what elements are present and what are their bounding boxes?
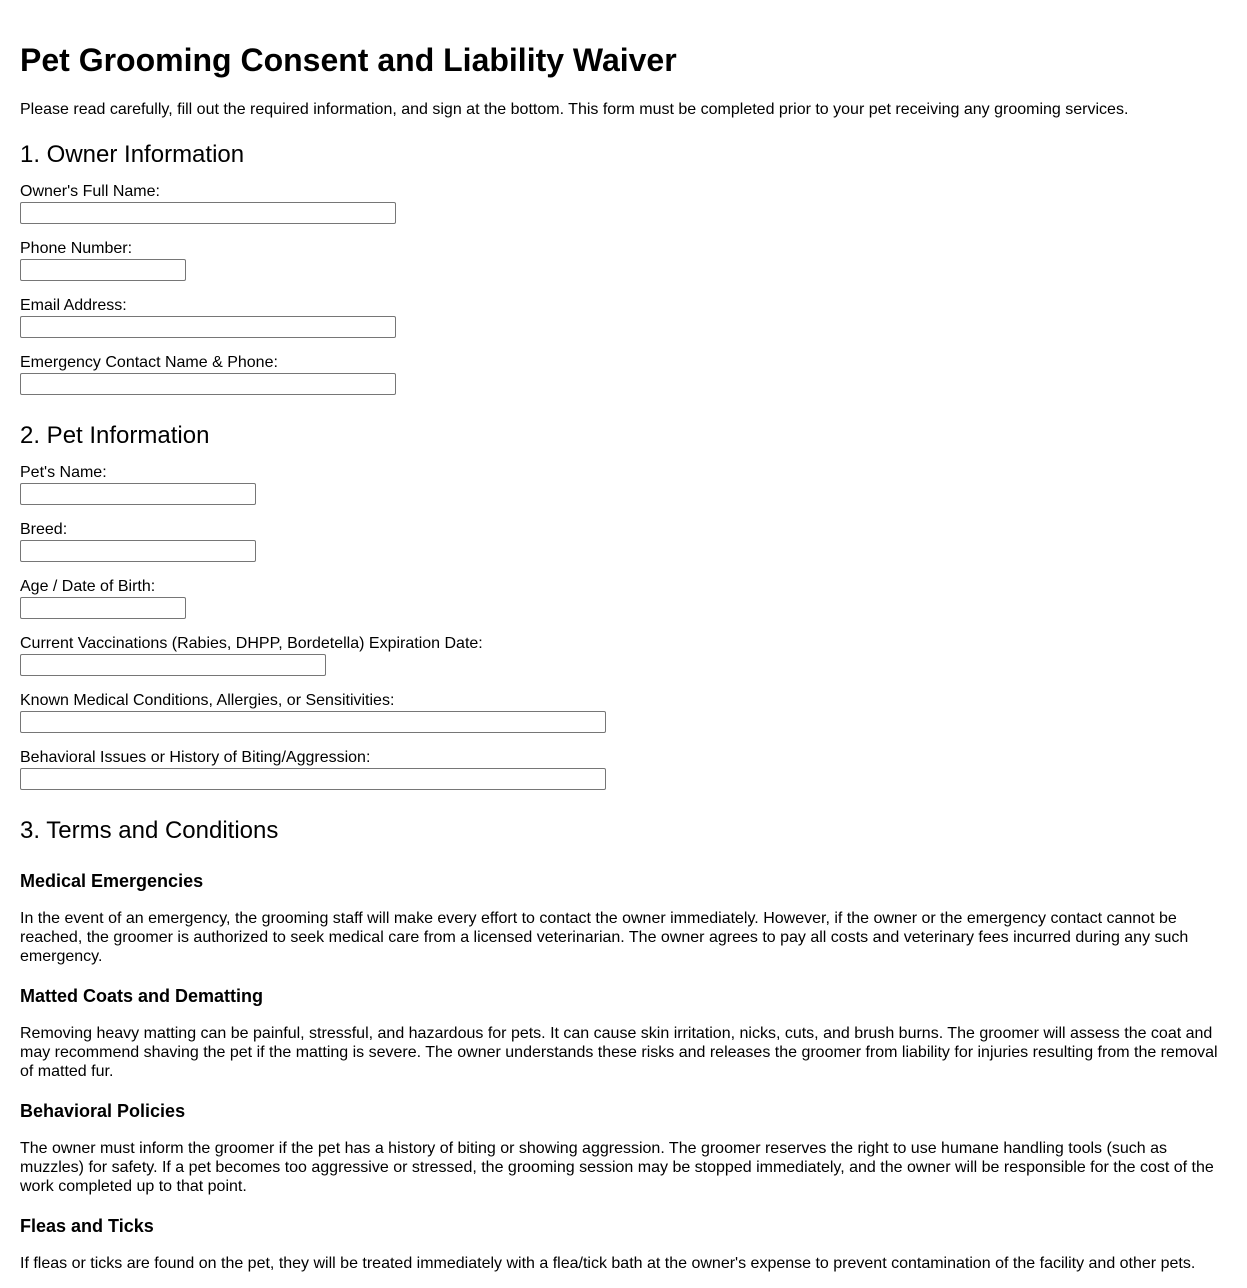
term-text: Removing heavy matting can be painful, stressful, and hazardous for pets. It can cause skin irritation, nicks, cuts, and brush burns. The groomer will assess the coat and may recommend shaving the pet if the matting is severe. The owner understands these risks and releases the groomer from liability for injuries resulting from the removal of matted fur. (20, 1025, 1218, 1080)
term-title: Fleas and Ticks (20, 1216, 154, 1236)
owner-section-heading: 1. Owner Information (20, 141, 245, 168)
owner-fields (20, 183, 1227, 395)
age-label: Age / Date of Birth: (20, 578, 156, 595)
term-matted-coats (20, 985, 1227, 1081)
phone-field-group (20, 240, 1227, 281)
vaccination-field-group (20, 635, 1227, 676)
medical-conditions-label: Known Medical Conditions, Allergies, or Sensitivities: (20, 692, 395, 709)
page-title: Pet Grooming Consent and Liability Waiver (20, 42, 677, 78)
term-text: The owner must inform the groomer if the pet has a history of biting or showing aggression. The groomer reserves the right to use humane handling tools (such as muzzles) for safety. If a pet becomes too aggressive or stressed, the grooming session may be stopped immediately, and the owner will be responsible for the cost of the work completed up to that point. (20, 1140, 1214, 1195)
terms-section-heading: 3. Terms and Conditions (20, 817, 279, 844)
emergency-contact-input[interactable] (20, 373, 396, 395)
term-fleas-ticks (20, 1215, 1227, 1273)
pet-name-field-group (20, 464, 1227, 505)
emergency-contact-field-group (20, 354, 1227, 395)
term-medical-emergencies (20, 870, 1227, 966)
owner-name-input[interactable] (20, 202, 396, 224)
pet-fields (20, 464, 1227, 790)
behavioral-issues-field-group (20, 749, 1227, 790)
breed-label: Breed: (20, 521, 68, 538)
intro-text: Please read carefully, fill out the required information, and sign at the bottom. This form must be completed prior to your pet receiving any grooming services. (20, 101, 1129, 118)
vaccination-label: Current Vaccinations (Rabies, DHPP, Bordetella) Expiration Date: (20, 635, 483, 652)
term-title: Matted Coats and Dematting (20, 986, 264, 1006)
phone-input[interactable] (20, 259, 186, 281)
medical-conditions-field-group (20, 692, 1227, 733)
vaccination-input[interactable] (20, 654, 326, 676)
term-title: Medical Emergencies (20, 871, 204, 891)
term-behavioral-policies (20, 1100, 1227, 1196)
pet-section-heading: 2. Pet Information (20, 422, 210, 449)
pet-name-label: Pet's Name: (20, 464, 107, 481)
age-field-group (20, 578, 1227, 619)
owner-name-field-group (20, 183, 1227, 224)
phone-label: Phone Number: (20, 240, 133, 257)
age-input[interactable] (20, 597, 186, 619)
behavioral-issues-input[interactable] (20, 768, 606, 790)
term-title: Behavioral Policies (20, 1101, 186, 1121)
term-text: If fleas or ticks are found on the pet, they will be treated immediately with a flea/tick bath at the owner's expense to prevent contamination of the facility and other pets. (20, 1255, 1196, 1272)
pet-name-input[interactable] (20, 483, 256, 505)
emergency-contact-label: Emergency Contact Name & Phone: (20, 354, 278, 371)
breed-field-group (20, 521, 1227, 562)
medical-conditions-input[interactable] (20, 711, 606, 733)
behavioral-issues-label: Behavioral Issues or History of Biting/Aggression: (20, 749, 371, 766)
term-text: In the event of an emergency, the grooming staff will make every effort to contact the owner immediately. However, if the owner or the emergency contact cannot be reached, the groomer is authorized to seek medical care from a licensed veterinarian. The owner agrees to pay all costs and veterinary fees incurred during any such emergency. (20, 910, 1189, 965)
email-input[interactable] (20, 316, 396, 338)
email-label: Email Address: (20, 297, 127, 314)
email-field-group (20, 297, 1227, 338)
owner-name-label: Owner's Full Name: (20, 183, 160, 200)
breed-input[interactable] (20, 540, 256, 562)
